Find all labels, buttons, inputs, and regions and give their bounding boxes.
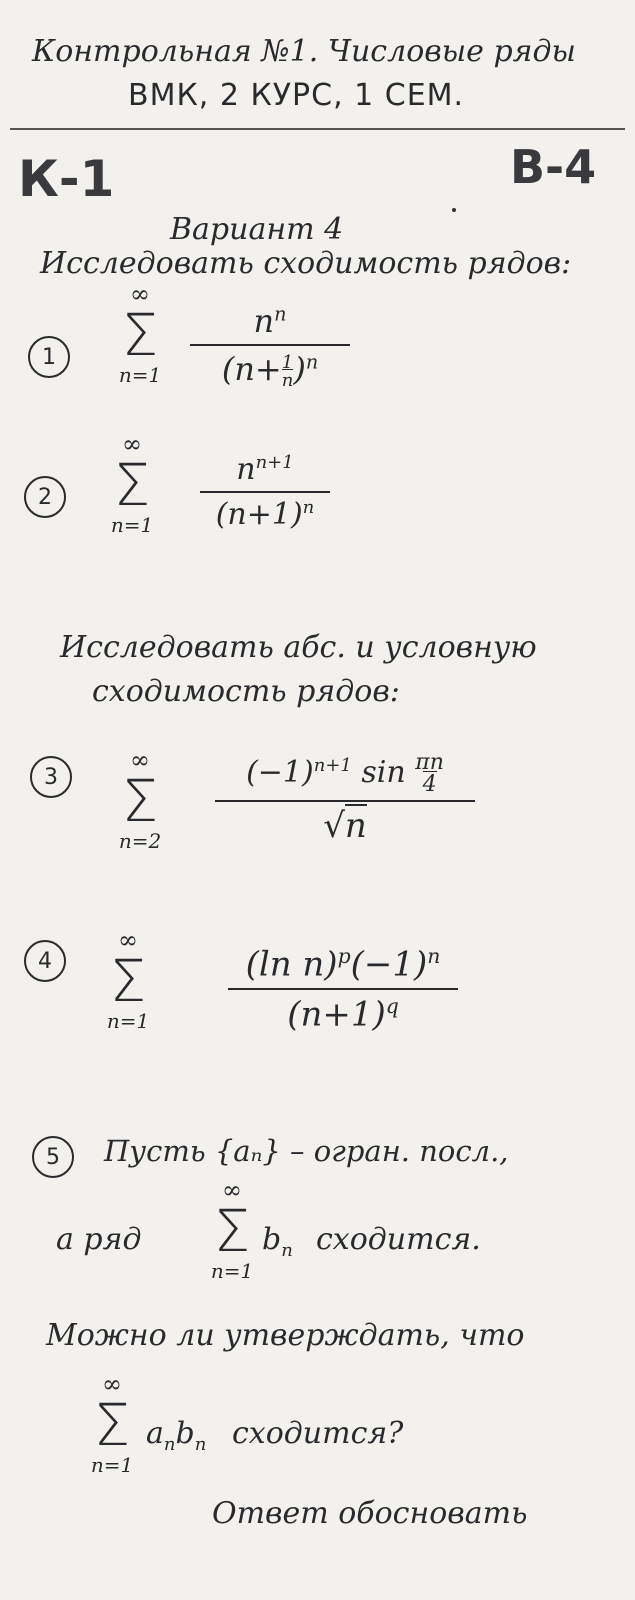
problem-3-sum bbox=[110, 748, 170, 852]
sigma-symbol: Σ bbox=[121, 301, 159, 369]
problem-1-term bbox=[190, 302, 350, 390]
sum-lower-limit: n=1 bbox=[210, 1259, 254, 1283]
sum-lower-limit: n=2 bbox=[118, 829, 162, 853]
numerator: $n^n$ bbox=[253, 302, 287, 340]
sum-lower-limit: n=1 bbox=[110, 513, 154, 537]
numerator: $n^{n+1}$ bbox=[236, 452, 294, 487]
sigma-symbol: Σ bbox=[113, 451, 151, 519]
problem-3-number: 3 bbox=[30, 756, 72, 798]
problem-5-line2b: сходится. bbox=[316, 1222, 481, 1257]
problem-3-term bbox=[215, 752, 475, 846]
sum-upper-limit: ∞ bbox=[122, 430, 142, 458]
problem-4-term bbox=[228, 944, 458, 1035]
sum-lower-limit: n=1 bbox=[106, 1009, 150, 1033]
header-divider bbox=[10, 128, 625, 130]
problem-4-number: 4 bbox=[24, 940, 66, 982]
sigma-symbol: Σ bbox=[121, 767, 159, 835]
instruction-convergence: Исследовать сходимость рядов: bbox=[40, 246, 572, 281]
denominator: (n+1 n)$^n$ bbox=[221, 350, 319, 391]
sigma-symbol: Σ bbox=[213, 1197, 251, 1265]
problem-5-line2a: а ряд bbox=[56, 1222, 142, 1257]
instruction-abs-cond-line1: Исследовать абс. и условную bbox=[60, 630, 537, 665]
header-subtitle: ВМК, 2 КУРС, 1 СЕМ. bbox=[128, 78, 465, 113]
instruction-abs-cond-line2: сходимость рядов: bbox=[92, 674, 400, 709]
term-bn: $b_n$ bbox=[262, 1222, 293, 1261]
test-code: К-1 bbox=[18, 150, 115, 208]
numerator: $(-1)^{n+1}$ sin πn 4 bbox=[246, 750, 444, 797]
problem-1-number: 1 bbox=[28, 336, 70, 378]
problem-5-number: 5 bbox=[32, 1136, 74, 1178]
problem-5-sum-b bbox=[204, 1178, 260, 1282]
sigma-symbol: Σ bbox=[93, 1391, 131, 1459]
problem-5-line4: сходится? bbox=[232, 1416, 404, 1451]
sum-upper-limit: ∞ bbox=[118, 926, 138, 954]
denominator: $(n+1)^q$ bbox=[287, 994, 399, 1035]
fraction-bar bbox=[215, 800, 475, 802]
problem-4-sum bbox=[98, 928, 158, 1032]
sum-upper-limit: ∞ bbox=[222, 1176, 242, 1204]
term-anbn: $a_nb_n$ bbox=[146, 1416, 207, 1455]
problem-1-sum bbox=[110, 282, 170, 386]
problem-2-sum bbox=[102, 432, 162, 536]
problem-5-answer-note: Ответ обосновать bbox=[212, 1496, 528, 1531]
denominator: $(n+1)^n$ bbox=[215, 497, 315, 532]
sum-upper-limit: ∞ bbox=[130, 746, 150, 774]
problem-5-line1: Пусть {aₙ} – огран. посл., bbox=[104, 1134, 509, 1168]
sum-upper-limit: ∞ bbox=[130, 280, 150, 308]
sum-lower-limit: n=1 bbox=[90, 1453, 134, 1477]
ink-dot bbox=[452, 208, 456, 212]
fraction-bar bbox=[190, 344, 350, 346]
variant-label: Вариант 4 bbox=[170, 212, 344, 247]
problem-2-number: 2 bbox=[24, 476, 66, 518]
problem-5-sum-anbn bbox=[84, 1372, 140, 1476]
numerator: (ln $n)^p(-1)^n$ bbox=[245, 944, 441, 985]
sum-lower-limit: n=1 bbox=[118, 363, 162, 387]
header-title: Контрольная №1. Числовые ряды bbox=[32, 34, 576, 69]
sigma-symbol: Σ bbox=[109, 947, 147, 1015]
denominator: √n bbox=[323, 806, 367, 846]
problem-5-line3: Можно ли утверждать, что bbox=[46, 1318, 525, 1353]
fraction-bar bbox=[228, 988, 458, 990]
problem-2-term bbox=[200, 452, 330, 532]
fraction-bar bbox=[200, 491, 330, 493]
variant-code: В-4 bbox=[510, 140, 597, 194]
sum-upper-limit: ∞ bbox=[102, 1370, 122, 1398]
